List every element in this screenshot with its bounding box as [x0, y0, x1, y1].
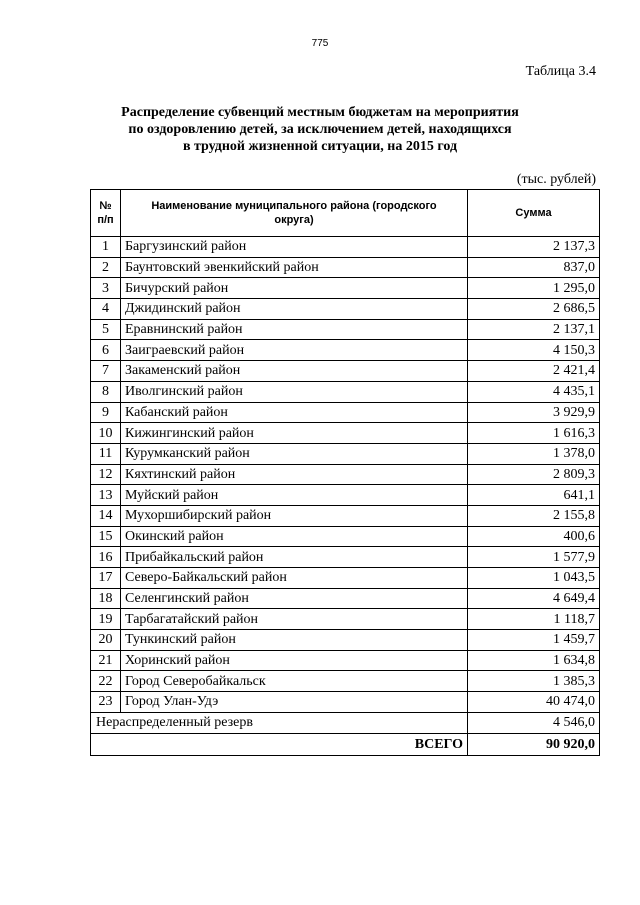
- title-line: по оздоровлению детей, за исключением детей, находящихся: [128, 122, 512, 137]
- table-row: [91, 340, 600, 361]
- row-number: 15: [91, 526, 121, 547]
- table-body: [91, 237, 600, 713]
- table-row: [91, 485, 600, 506]
- row-district-name: Баргузинский район: [121, 237, 468, 258]
- header-number: [91, 190, 121, 237]
- table-header-row: [91, 190, 600, 237]
- row-district-name: Селенгинский район: [121, 588, 468, 609]
- row-amount: 1 634,8: [468, 650, 600, 671]
- table-row: [91, 568, 600, 589]
- row-number: 9: [91, 402, 121, 423]
- row-district-name: Прибайкальский район: [121, 547, 468, 568]
- row-amount: 2 137,1: [468, 319, 600, 340]
- row-number: 12: [91, 464, 121, 485]
- row-district-name: Мухоршибирский район: [121, 505, 468, 526]
- row-district-name: Закаменский район: [121, 361, 468, 382]
- table-row: [91, 650, 600, 671]
- table-row: [91, 671, 600, 692]
- row-district-name: Еравнинский район: [121, 319, 468, 340]
- row-amount: 2 155,8: [468, 505, 600, 526]
- table-row: [91, 237, 600, 258]
- row-district-name: Заиграевский район: [121, 340, 468, 361]
- reserve-row: [91, 712, 600, 733]
- row-amount: 1 043,5: [468, 568, 600, 589]
- row-number: 8: [91, 381, 121, 402]
- row-district-name: Город Северобайкальск: [121, 671, 468, 692]
- table-row: [91, 278, 600, 299]
- row-number: 10: [91, 423, 121, 444]
- row-district-name: Хоринский район: [121, 650, 468, 671]
- row-district-name: Кяхтинский район: [121, 464, 468, 485]
- table-row: [91, 526, 600, 547]
- table-label: Таблица 3.4: [525, 64, 596, 79]
- table-row: [91, 505, 600, 526]
- table-row: [91, 692, 600, 713]
- page-number: 775: [311, 38, 329, 49]
- row-district-name: Бичурский район: [121, 278, 468, 299]
- row-district-name: Баунтовский эвенкийский район: [121, 257, 468, 278]
- row-number: 3: [91, 278, 121, 299]
- row-district-name: Кижингинский район: [121, 423, 468, 444]
- reserve-amount: 4 546,0: [468, 712, 600, 733]
- table-row: [91, 464, 600, 485]
- row-district-name: Джидинский район: [121, 299, 468, 320]
- table-row: [91, 588, 600, 609]
- header-sum: Сумма: [468, 190, 600, 237]
- row-amount: 1 118,7: [468, 609, 600, 630]
- table-row: [91, 381, 600, 402]
- row-district-name: Северо-Байкальский район: [121, 568, 468, 589]
- row-district-name: Город Улан-Удэ: [121, 692, 468, 713]
- row-amount: 400,6: [468, 526, 600, 547]
- row-number: 5: [91, 319, 121, 340]
- row-number: 4: [91, 299, 121, 320]
- row-number: 2: [91, 257, 121, 278]
- table-row: [91, 443, 600, 464]
- row-amount: 1 295,0: [468, 278, 600, 299]
- row-amount: 2 686,5: [468, 299, 600, 320]
- row-amount: 2 137,3: [468, 237, 600, 258]
- table-row: [91, 423, 600, 444]
- row-amount: 1 378,0: [468, 443, 600, 464]
- row-district-name: Кабанский район: [121, 402, 468, 423]
- table-row: [91, 547, 600, 568]
- row-number: 20: [91, 630, 121, 651]
- table-row: [91, 361, 600, 382]
- row-number: 11: [91, 443, 121, 464]
- row-number: 19: [91, 609, 121, 630]
- row-number: 17: [91, 568, 121, 589]
- row-amount: 1 459,7: [468, 630, 600, 651]
- row-amount: 1 577,9: [468, 547, 600, 568]
- row-number: 16: [91, 547, 121, 568]
- row-amount: 837,0: [468, 257, 600, 278]
- row-number: 22: [91, 671, 121, 692]
- row-district-name: Муйский район: [121, 485, 468, 506]
- subvention-table: [90, 189, 600, 756]
- header-name: Наименование муниципального района (городского округа): [121, 190, 468, 237]
- table-row: [91, 402, 600, 423]
- row-number: 23: [91, 692, 121, 713]
- table-row: [91, 257, 600, 278]
- row-number: 13: [91, 485, 121, 506]
- row-amount: 3 929,9: [468, 402, 600, 423]
- row-amount: 4 435,1: [468, 381, 600, 402]
- row-number: 1: [91, 237, 121, 258]
- table-row: [91, 609, 600, 630]
- row-amount: 641,1: [468, 485, 600, 506]
- total-amount: 90 920,0: [468, 733, 600, 755]
- row-amount: 2 809,3: [468, 464, 600, 485]
- reserve-name: Нераспределенный резерв: [91, 712, 468, 733]
- table-row: [91, 319, 600, 340]
- row-district-name: Тункинский район: [121, 630, 468, 651]
- row-number: 6: [91, 340, 121, 361]
- header-number-line: п/п: [97, 214, 114, 226]
- table-title: [90, 104, 550, 155]
- row-district-name: Курумканский район: [121, 443, 468, 464]
- total-label: ВСЕГО: [91, 733, 468, 755]
- header-number-line: №: [99, 200, 112, 212]
- title-line: в трудной жизненной ситуации, на 2015 год: [182, 139, 458, 154]
- row-district-name: Тарбагатайский район: [121, 609, 468, 630]
- total-row: [91, 733, 600, 755]
- row-amount: 1 616,3: [468, 423, 600, 444]
- row-district-name: Окинский район: [121, 526, 468, 547]
- row-amount: 1 385,3: [468, 671, 600, 692]
- units-label: (тыс. рублей): [516, 172, 596, 187]
- row-amount: 4 649,4: [468, 588, 600, 609]
- row-amount: 4 150,3: [468, 340, 600, 361]
- row-amount: 40 474,0: [468, 692, 600, 713]
- row-number: 14: [91, 505, 121, 526]
- row-number: 21: [91, 650, 121, 671]
- row-number: 18: [91, 588, 121, 609]
- table-row: [91, 299, 600, 320]
- row-amount: 2 421,4: [468, 361, 600, 382]
- row-district-name: Иволгинский район: [121, 381, 468, 402]
- table-row: [91, 630, 600, 651]
- row-number: 7: [91, 361, 121, 382]
- title-line: Распределение субвенций местным бюджетам на мероприятия: [121, 105, 519, 120]
